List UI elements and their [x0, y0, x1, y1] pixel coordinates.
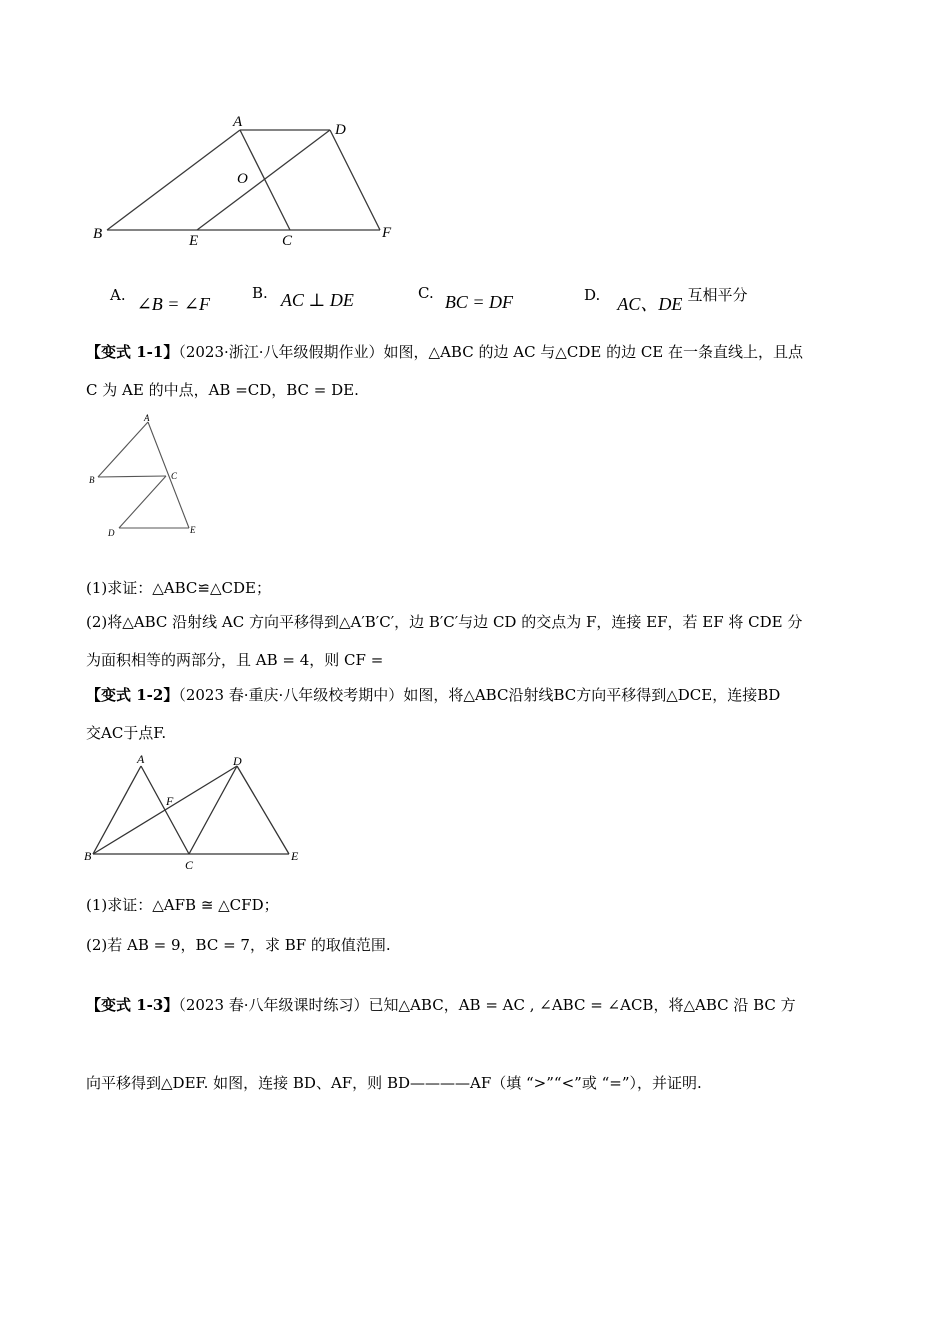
- problem-1-1-diagram: [86, 412, 206, 542]
- problem-1-2-source: （2023 春·重庆·八年级校考期中）: [178, 686, 404, 704]
- option-d-content: AC、DE: [617, 294, 683, 314]
- option-b: [252, 282, 354, 310]
- p12-label-A: A: [137, 752, 145, 766]
- p11-label-C: C: [171, 471, 178, 481]
- p12-label-C: C: [185, 858, 194, 872]
- p11-label-B: B: [89, 475, 95, 485]
- problem-1-3-tag: 【变式 1-3】: [86, 996, 179, 1014]
- problem-1-1-part2-a: (2)将△ABC 沿射线 AC 方向平移得到△A′B′C′，边 B′C′与边 CD 的交点为 F，连接 EF，若 EF 将 CDE 分: [86, 613, 803, 631]
- p12-label-E: E: [291, 849, 299, 863]
- problem-1-1-line1: [86, 342, 803, 362]
- problem-1-3-source: （2023 春·八年级课时练习）: [178, 996, 369, 1014]
- p12-label-F: F: [166, 794, 174, 808]
- problem-1-1-text1: 如图，△ABC 的边 AC 与△CDE 的边 CE 在一条直线上，且点: [383, 343, 804, 361]
- fig1-label-O: O: [237, 171, 248, 187]
- p11-label-A: A: [144, 413, 150, 423]
- problem-1-2-part1: (1)求证：△AFB ≅ △CFD；: [86, 896, 279, 914]
- problem-1-2-diagram: [84, 752, 310, 876]
- option-b-content: AC ⊥ DE: [280, 290, 354, 310]
- fig1-label-F: F: [382, 225, 392, 241]
- problem-1-2-part2: (2)若 AB = 9，BC = 7，求 BF 的取值范围.: [86, 936, 391, 954]
- figure-1-diagram: [85, 110, 405, 250]
- fig1-label-D: D: [335, 122, 346, 138]
- p11-label-E: E: [190, 525, 196, 535]
- fig1-label-E: E: [189, 233, 199, 249]
- option-d-suffix: 互相平分: [687, 286, 748, 304]
- p12-label-D: D: [233, 754, 242, 768]
- option-d: [584, 280, 748, 314]
- problem-1-2-line1: [86, 685, 780, 705]
- fig1-label-A: A: [233, 114, 243, 130]
- option-a: [110, 284, 211, 314]
- option-a-content: ∠B = ∠F: [136, 294, 211, 314]
- problem-1-3-text1: 已知△ABC，AB = AC , ∠ABC = ∠ACB，将△ABC 沿 BC 方: [368, 996, 796, 1014]
- problem-1-1-part2-b: 为面积相等的两部分，且 AB = 4，则 CF =: [86, 651, 384, 669]
- option-c: [418, 282, 513, 312]
- problem-1-1-part1: (1)求证：△ABC≌△CDE；: [86, 579, 271, 597]
- problem-1-1-tag: 【变式 1-1】: [86, 343, 179, 361]
- option-c-content: BC = DF: [444, 292, 513, 312]
- p12-label-B: B: [84, 849, 92, 863]
- option-b-letter: B.: [252, 284, 268, 302]
- problem-1-2-text1: 如图，将△ABC沿射线BC方向平移得到△DCE，连接BD: [403, 686, 781, 704]
- problem-1-2-tag: 【变式 1-2】: [86, 686, 179, 704]
- option-d-letter: D.: [584, 286, 601, 304]
- problem-1-3-line2: 向平移得到△DEF. 如图，连接 BD、AF，则 BD————AF（填 “>”“<”或 “=”），并证明.: [86, 1074, 702, 1092]
- p11-label-D: D: [108, 528, 115, 538]
- problem-1-1-line2: C 为 AE 的中点，AB =CD，BC = DE.: [86, 381, 359, 399]
- option-c-letter: C.: [418, 284, 434, 302]
- fig1-label-B: B: [93, 226, 103, 242]
- problem-1-2-line2: 交AC于点F.: [86, 724, 167, 742]
- problem-1-1-source: （2023·浙江·八年级假期作业）: [178, 343, 384, 361]
- fig1-label-C: C: [282, 233, 293, 249]
- problem-1-3-line1: [86, 995, 796, 1015]
- option-a-letter: A.: [110, 286, 126, 304]
